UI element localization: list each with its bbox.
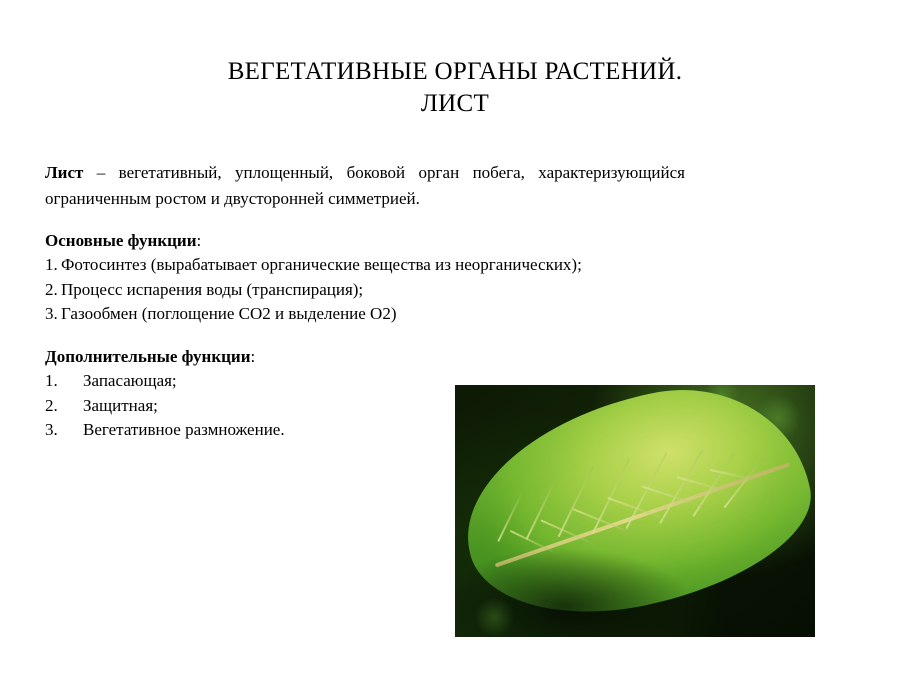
definition-text: – вегетативный, уплощенный, боковой орган побега, характеризующийся ограниченным ростом и двусторонней симметрией.	[45, 163, 685, 208]
leaf-vein	[526, 480, 557, 540]
leaf-image	[455, 385, 815, 637]
list-item-label: Процесс испарения воды (транспирация);	[61, 279, 364, 299]
leaf-photo	[455, 385, 815, 637]
list-item-label: Защитная;	[83, 395, 158, 415]
main-functions-heading-lead: Основные функции	[45, 231, 197, 250]
main-functions-heading-tail: :	[196, 231, 202, 250]
definition-paragraph	[45, 160, 685, 211]
main-functions-heading	[45, 231, 685, 251]
list-item-number: 3.	[45, 420, 58, 440]
definition-term: Лист	[45, 163, 84, 182]
extra-functions-heading-tail: :	[250, 346, 256, 366]
list-item-label: Вегетативное размножение.	[83, 420, 285, 440]
page-title	[0, 0, 910, 120]
list-item-number: 2.	[45, 395, 58, 415]
list-item-number: 3.	[45, 304, 58, 324]
extra-functions-heading-lead: Дополнительные функции	[45, 346, 251, 366]
list-item-number: 1.	[45, 255, 58, 274]
list-item-label: Фотосинтез (вырабатывает органические вещества из неорганических);	[61, 255, 582, 274]
list-item	[45, 302, 685, 327]
title-line-2: ЛИСТ	[420, 90, 490, 117]
leaf-shadow	[455, 547, 695, 637]
list-item-label: Газообмен (поглощение СО2 и выделение О2)	[61, 304, 397, 324]
list-item-number: 1.	[45, 370, 58, 390]
list-item	[45, 253, 685, 278]
main-functions-section	[45, 231, 685, 327]
list-item-label: Запасающая;	[83, 370, 177, 390]
extra-functions-heading	[45, 347, 685, 367]
main-functions-list	[45, 253, 685, 327]
list-item-number: 2.	[45, 279, 58, 299]
title-line-1: ВЕГЕТАТИВНЫЕ ОРГАНЫ РАСТЕНИЙ.	[227, 58, 683, 85]
list-item	[45, 278, 685, 303]
leaf-vein	[558, 466, 594, 537]
